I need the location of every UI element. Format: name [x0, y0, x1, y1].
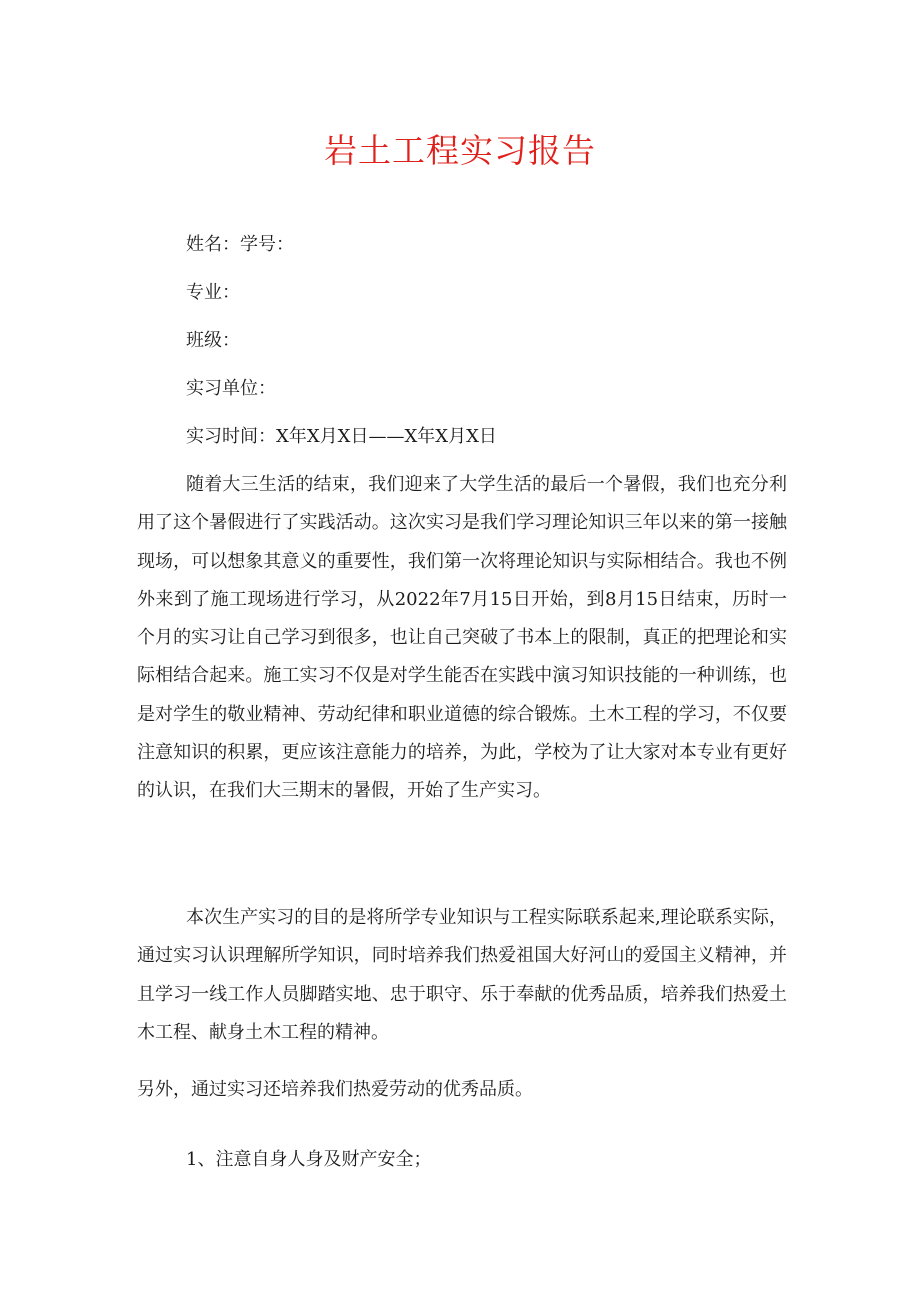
document-title: 岩土工程实习报告 — [324, 131, 596, 170]
paragraph-1: 随着大三生活的结束，我们迎来了大学生活的最后一个暑假，我们也充分利用了这个暑假进行了实践活动。这次实习是我们学习理论知识三年以来的第一接触现场，可以想象其意义的重要性，我们第一次将理论知识与实际相结合。我也不例外来到了施工现场进行学习，从2022年7月15日开始，到8月15日结束，历时一个月的实习让自己学习到很多，也让自己突破了书本上的限制，真正的把理论和实际相结合起来。施工实习不仅是对学生能否在实践中演习知识技能的一种训练，也是对学生的敬业精神、劳动纪律和职业道德的综合锻炼。土木工程的学习，不仅要注意知识的积累，更应该注意能力的培养，为此，学校为了让大家对本专业有更好的认识，在我们大三期末的暑假，开始了生产实习。 — [137, 474, 787, 802]
name-id-field: 姓名：学号： — [186, 234, 294, 255]
time-field: 实习时间：X年X月X日——X年X月X日 — [186, 426, 497, 447]
class-field: 班级： — [186, 330, 240, 351]
unit-field: 实习单位： — [186, 378, 276, 399]
paragraph-3: 另外，通过实习还培养我们热爱劳动的优秀品质。 — [137, 1079, 533, 1100]
paragraph-2: 本次生产实习的目的是将所学专业知识与工程实际联系起来,理论联系实际，通过实习认识理解所学知识，同时培养我们热爱祖国大好河山的爱国主义精神，并且学习一线工作人员脚踏实地、忠于职守、乐于奉献的优秀品质，培养我们热爱土木工程、献身土木工程的精神。 — [137, 907, 787, 1043]
major-field: 专业： — [186, 282, 240, 303]
list-item: 1、注意自身人身及财产安全； — [186, 1149, 432, 1170]
